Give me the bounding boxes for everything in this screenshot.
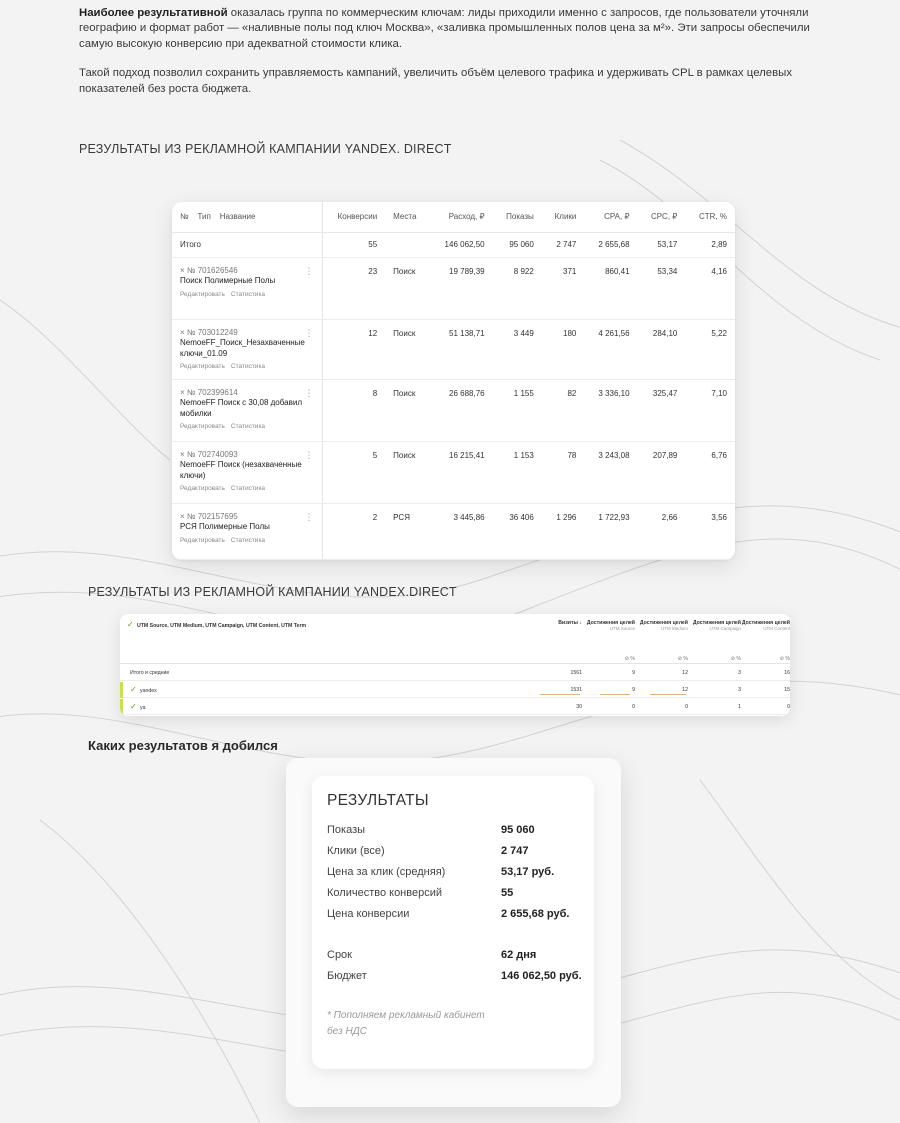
metric-title: Достижения целей [586, 620, 635, 626]
metric-unit: ⊘ % [624, 656, 635, 662]
table-row [172, 441, 735, 503]
header-no[interactable]: № [180, 212, 189, 222]
footnote-line-1: * Пополняем рекламный кабинет [327, 1010, 485, 1021]
metrika-row[interactable] [120, 699, 790, 715]
cell-cpc: 207,89 [638, 441, 686, 503]
row-value: 1531 [570, 687, 582, 693]
cell-clicks: 1 296 [542, 503, 585, 559]
row-value: 9 [632, 670, 635, 676]
total-spend: 146 062,50 [429, 232, 492, 257]
table-row [172, 257, 735, 319]
total-place [385, 232, 429, 257]
stat-label: Срок [327, 949, 352, 961]
intro-bold: Наиболее результативной [79, 7, 228, 19]
header-ctr[interactable]: CTR, % [685, 202, 735, 232]
stat-label: Цена за клик (средняя) [327, 866, 446, 878]
selection-marker [120, 682, 123, 698]
header-spend[interactable]: Расход, ₽ [429, 202, 492, 232]
value-bar [650, 694, 686, 695]
cell-clicks: 82 [542, 379, 585, 441]
row-label [130, 704, 145, 711]
section-title-2: РЕЗУЛЬТАТЫ ИЗ РЕКЛАМНОЙ КАМПАНИИ YANDEX.DIRECT [88, 585, 457, 599]
campaign-name[interactable]: РСЯ Полимерные Полы [180, 522, 270, 531]
metric-column[interactable] [738, 620, 790, 662]
cell-ctr: 3,56 [685, 503, 735, 559]
section-title-1: РЕЗУЛЬТАТЫ ИЗ РЕКЛАМНОЙ КАМПАНИИ YANDEX. DIRECT [79, 142, 452, 156]
row-value: 0 [787, 704, 790, 710]
campaign-name-cell [172, 441, 322, 503]
checkbox-icon[interactable]: ✓ [127, 620, 134, 629]
edit-link[interactable]: Редактировать [180, 536, 225, 544]
stat-label: Показы [327, 824, 366, 836]
stats-link[interactable]: Статистика [230, 536, 266, 544]
metric-column[interactable] [583, 620, 635, 662]
header-cpc[interactable]: CPC, ₽ [638, 202, 686, 232]
cell-ctr: 4,16 [685, 257, 735, 319]
metric-sub: UTM Medium [660, 626, 688, 631]
edit-link[interactable]: Редактировать [180, 363, 225, 370]
cell-conversions: 5 [322, 441, 385, 503]
stats-link[interactable]: Статистика [230, 423, 266, 430]
cell-clicks: 180 [542, 319, 585, 379]
metric-column[interactable] [689, 620, 741, 662]
row-value: 16 [784, 670, 790, 676]
metric-column[interactable] [530, 620, 582, 626]
header-title[interactable]: Название [219, 212, 256, 222]
stats-link[interactable]: Статистика [230, 363, 266, 370]
cell-cpa: 3 243,08 [584, 441, 637, 503]
cell-impressions: 8 922 [493, 257, 542, 319]
stat-label: Бюджет [327, 970, 367, 982]
stat-value: 2 655,68 руб. [501, 908, 570, 920]
cell-cpc: 2,66 [638, 503, 686, 559]
more-icon[interactable]: ⋮ [304, 387, 314, 398]
cell-cpa: 860,41 [584, 257, 637, 319]
total-cpc: 53,17 [638, 232, 686, 257]
stat-value: 55 [501, 887, 514, 899]
more-icon[interactable]: ⋮ [304, 511, 314, 522]
metrika-row-total [120, 665, 790, 681]
table-row [172, 379, 735, 441]
checkbox-icon[interactable]: ✓ [130, 685, 137, 694]
cell-clicks: 78 [542, 441, 585, 503]
stat-value: 95 060 [501, 824, 535, 836]
row-value: 9 [632, 687, 635, 693]
header-clicks[interactable]: Клики [542, 202, 585, 232]
cell-cpc: 53,34 [638, 257, 686, 319]
total-cpa: 2 655,68 [584, 232, 637, 257]
campaign-name-cell [172, 257, 322, 319]
row-value: 12 [682, 670, 688, 676]
campaign-id[interactable]: × № 702157695 [180, 511, 238, 521]
cell-impressions: 1 155 [493, 379, 542, 441]
dimension-header[interactable] [127, 622, 306, 629]
cell-cpa: 1 722,93 [584, 503, 637, 559]
cell-place: Поиск [385, 319, 429, 379]
total-conversions: 55 [322, 232, 385, 257]
total-ctr: 2,89 [685, 232, 735, 257]
metric-title: Достижения целей [741, 620, 790, 626]
campaign-name[interactable]: NemoeFF_Поиск_Незахваченные ключи_01.09 [180, 338, 305, 358]
campaign-id[interactable]: × № 703012249 [180, 327, 238, 337]
metrika-table-header [120, 614, 790, 664]
stat-label: Количество конверсий [327, 887, 443, 899]
total-clicks: 2 747 [542, 232, 585, 257]
header-cpa[interactable]: CPA, ₽ [584, 202, 637, 232]
campaign-name[interactable]: NemoeFF Поиск с 30,08 добавил мобилки [180, 398, 302, 418]
campaign-table [172, 202, 735, 560]
campaign-name-cell [172, 379, 322, 441]
cell-spend: 26 688,76 [429, 379, 492, 441]
cell-conversions: 8 [322, 379, 385, 441]
metric-title: Визиты ↓ [558, 620, 582, 626]
metric-sub: UTM Content [763, 626, 790, 631]
row-value: 1561 [570, 670, 582, 676]
header-type[interactable]: Тип [197, 212, 211, 222]
header-place[interactable]: Места [385, 202, 429, 232]
cell-spend: 3 445,86 [429, 503, 492, 559]
metric-title: Достижения целей [639, 620, 688, 626]
header-conversions[interactable]: Конверсии [322, 202, 385, 232]
campaign-id[interactable]: × № 701626546 [180, 265, 238, 275]
row-value: 0 [685, 704, 688, 710]
dimension-label: UTM Source, UTM Medium, UTM Campaign, UTM Content, UTM Term [137, 623, 307, 629]
cell-place: Поиск [385, 257, 429, 319]
intro-paragraph-1-text: оказалась группа по коммерческим ключам: лиды приходили именно с запросов, где пользователи уточняли географию и формат работ — «наливные полы под ключ Москва», «заливка промышленных полов цена за м²». Эти запросы обеспечили самую высокую конверсию при адекватной стоимости клика. [79, 7, 810, 50]
row-label-text: yandex [140, 688, 157, 694]
stat-label: Клики (все) [327, 845, 385, 857]
edit-link[interactable]: Редактировать [180, 485, 225, 492]
metric-title: Достижения целей [692, 620, 741, 626]
metric-unit: ⊘ % [677, 656, 688, 662]
selection-marker [120, 699, 123, 715]
campaign-name-cell [172, 319, 322, 379]
cell-conversions: 23 [322, 257, 385, 319]
stat-label: Цена конверсии [327, 908, 410, 920]
metric-unit: ⊘ % [779, 656, 790, 662]
checkbox-icon[interactable]: ✓ [130, 702, 137, 711]
campaign-id[interactable]: × № 702399614 [180, 387, 238, 397]
row-value: 3 [738, 670, 741, 676]
row-value: 12 [682, 687, 688, 693]
metric-sub: UTM Source [609, 626, 635, 631]
row-value: 0 [632, 704, 635, 710]
cell-place: Поиск [385, 441, 429, 503]
total-label: Итого [172, 232, 322, 257]
more-icon[interactable]: ⋮ [304, 265, 314, 276]
header-impressions[interactable]: Показы [493, 202, 542, 232]
header-name[interactable] [172, 202, 322, 232]
cell-conversions: 2 [322, 503, 385, 559]
cell-cpc: 325,47 [638, 379, 686, 441]
table-row [172, 319, 735, 379]
edit-link[interactable]: Редактировать [180, 423, 225, 430]
cell-spend: 51 138,71 [429, 319, 492, 379]
results-heading: Каких результатов я добился [88, 738, 278, 753]
cell-cpa: 3 336,10 [584, 379, 637, 441]
cell-impressions: 3 449 [493, 319, 542, 379]
cell-cpa: 4 261,56 [584, 319, 637, 379]
campaign-table-card [172, 202, 735, 560]
table-row [172, 503, 735, 559]
campaign-name[interactable]: Поиск Полимерные Полы [180, 276, 276, 285]
metrika-table-card [120, 614, 790, 716]
campaign-name[interactable]: NemoeFF Поиск (незахваченные ключи) [180, 460, 302, 480]
cell-spend: 16 215,41 [429, 441, 492, 503]
stat-value: 146 062,50 руб. [501, 970, 582, 982]
row-value: 15 [784, 687, 790, 693]
edit-link[interactable]: Редактировать [180, 290, 225, 298]
row-value: 1 [738, 704, 741, 710]
cell-ctr: 7,10 [685, 379, 735, 441]
cell-clicks: 371 [542, 257, 585, 319]
cell-place: Поиск [385, 379, 429, 441]
footnote [327, 1008, 485, 1040]
metric-column[interactable] [636, 620, 688, 662]
total-row [172, 232, 735, 257]
results-card [312, 776, 594, 1069]
stat-value: 53,17 руб. [501, 866, 555, 878]
cell-impressions: 1 153 [493, 441, 542, 503]
intro-paragraph-2: Такой подход позволил сохранить управляемость кампаний, увеличить объём целевого трафика и удерживать CPL в рамках целевых показателей без роста бюджета. [79, 67, 793, 95]
cell-place: РСЯ [385, 503, 429, 559]
cell-ctr: 5,22 [685, 319, 735, 379]
metric-sub: UTM Campaign [709, 626, 741, 631]
metric-unit: ⊘ % [730, 656, 741, 662]
campaign-name-cell [172, 503, 322, 559]
cell-spend: 19 789,39 [429, 257, 492, 319]
cell-ctr: 6,76 [685, 441, 735, 503]
cell-impressions: 36 406 [493, 503, 542, 559]
stat-value: 62 дня [501, 949, 537, 961]
cell-cpc: 284,10 [638, 319, 686, 379]
stats-link[interactable]: Статистика [230, 290, 266, 298]
row-label-text: ya [140, 705, 146, 711]
more-icon[interactable]: ⋮ [304, 327, 314, 338]
campaign-id[interactable]: × № 702740093 [180, 449, 238, 459]
footnote-line-2: без НДС [327, 1026, 367, 1037]
campaign-table-header [172, 202, 735, 232]
metrika-row[interactable] [120, 682, 790, 698]
results-title: РЕЗУЛЬТАТЫ [327, 792, 429, 809]
cell-conversions: 12 [322, 319, 385, 379]
row-label: Итого и средние [130, 670, 170, 676]
value-bar [540, 694, 580, 695]
row-value: 30 [576, 704, 582, 710]
more-icon[interactable]: ⋮ [304, 449, 314, 460]
intro-text [79, 6, 839, 111]
intro-paragraph-1 [79, 6, 839, 52]
stat-value: 2 747 [501, 845, 529, 857]
value-bar [600, 694, 630, 695]
row-label [130, 687, 157, 694]
row-value: 3 [738, 687, 741, 693]
stats-link[interactable]: Статистика [230, 485, 266, 492]
total-impressions: 95 060 [493, 232, 542, 257]
